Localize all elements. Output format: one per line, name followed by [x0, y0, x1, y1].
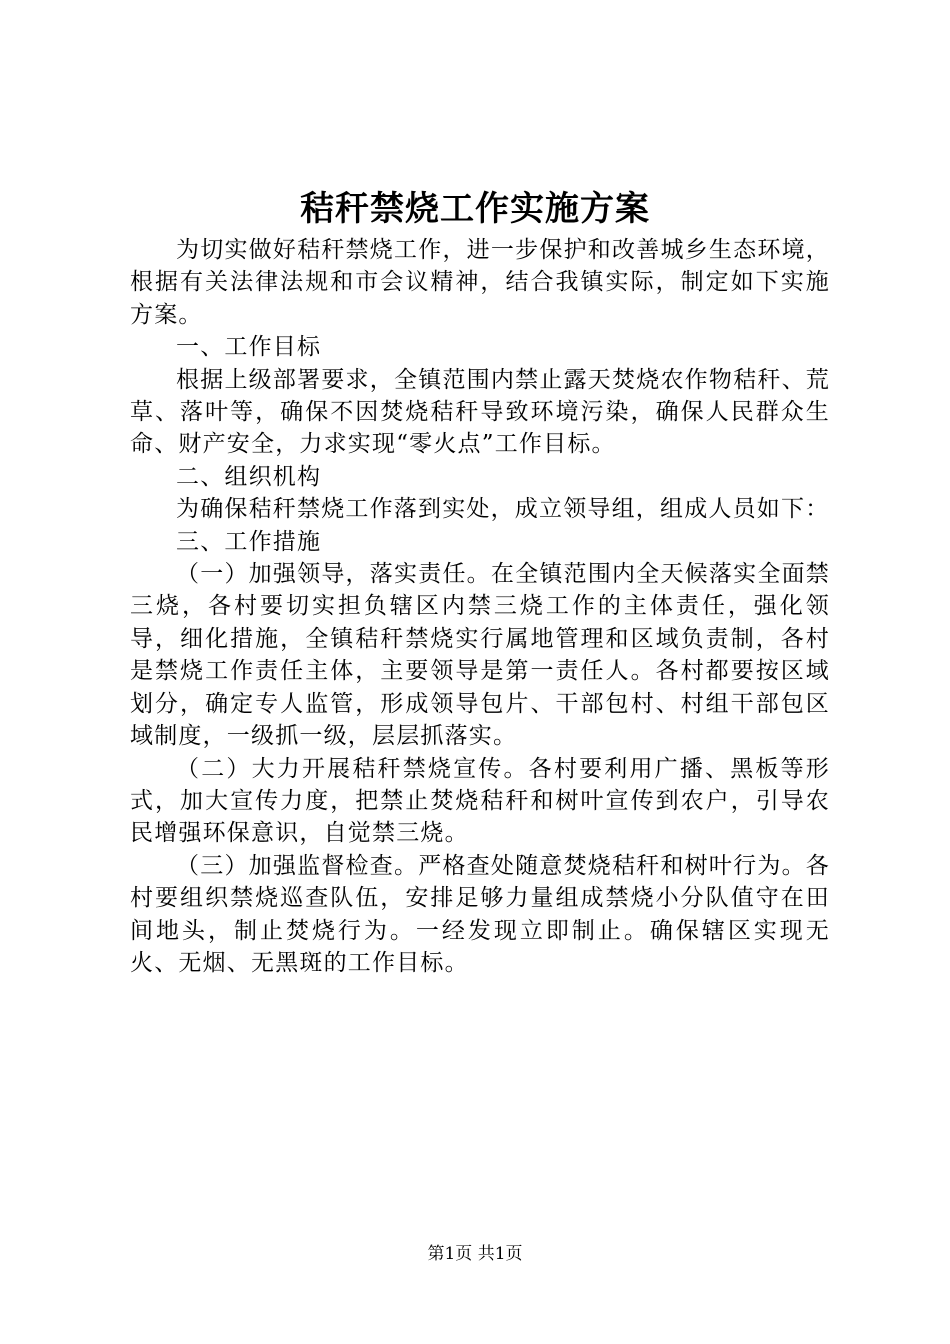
- section-heading-goals: 一、工作目标: [176, 334, 322, 361]
- section-heading-measures: 三、工作措施: [176, 528, 322, 555]
- page-footer: 第1页 共1页: [427, 1244, 523, 1264]
- measure-paragraph-2: （二）大力开展秸秆禁烧宣传。各村要利用广播、黑板等形式，加大宣传力度，把禁止焚烧秸秆和树叶宣传到农户，引导农民增强环保意识，自觉禁三烧。: [130, 755, 830, 847]
- goals-paragraph: 根据上级部署要求，全镇范围内禁止露天焚烧农作物秸秆、荒草、落叶等，确保不因焚烧秸秆导致环境污染，确保人民群众生命、财产安全，力求实现“零火点”工作目标。: [130, 366, 830, 458]
- section-heading-organization: 二、组织机构: [176, 463, 322, 490]
- document-title: 秸秆禁烧工作实施方案: [300, 189, 650, 229]
- intro-paragraph: 为切实做好秸秆禁烧工作，进一步保护和改善城乡生态环境，根据有关法律法规和市会议精神，结合我镇实际，制定如下实施方案。: [130, 237, 830, 328]
- organization-paragraph: 为确保秸秆禁烧工作落到实处，成立领导组，组成人员如下：: [176, 496, 830, 523]
- measure-paragraph-1: （一）加强领导，落实责任。在全镇范围内全天候落实全面禁三烧，各村要切实担负辖区内禁三烧工作的主体责任，强化领导，细化措施，全镇秸秆禁烧实行属地管理和区域负责制，各村是禁烧工作责任主体，主要领导是第一责任人。各村都要按区域划分，确定专人监管，形成领导包片、干部包村、村组干部包区域制度，一级抓一级，层层抓落实。: [130, 561, 830, 750]
- measure-paragraph-3: （三）加强监督检查。严格查处随意焚烧秸秆和树叶行为。各村要组织禁烧巡查队伍，安排足够力量组成禁烧小分队值守在田间地头，制止焚烧行为。一经发现立即制止。确保辖区实现无火、无烟、无黑斑的工作目标。: [130, 852, 830, 976]
- document-body: [130, 234, 830, 979]
